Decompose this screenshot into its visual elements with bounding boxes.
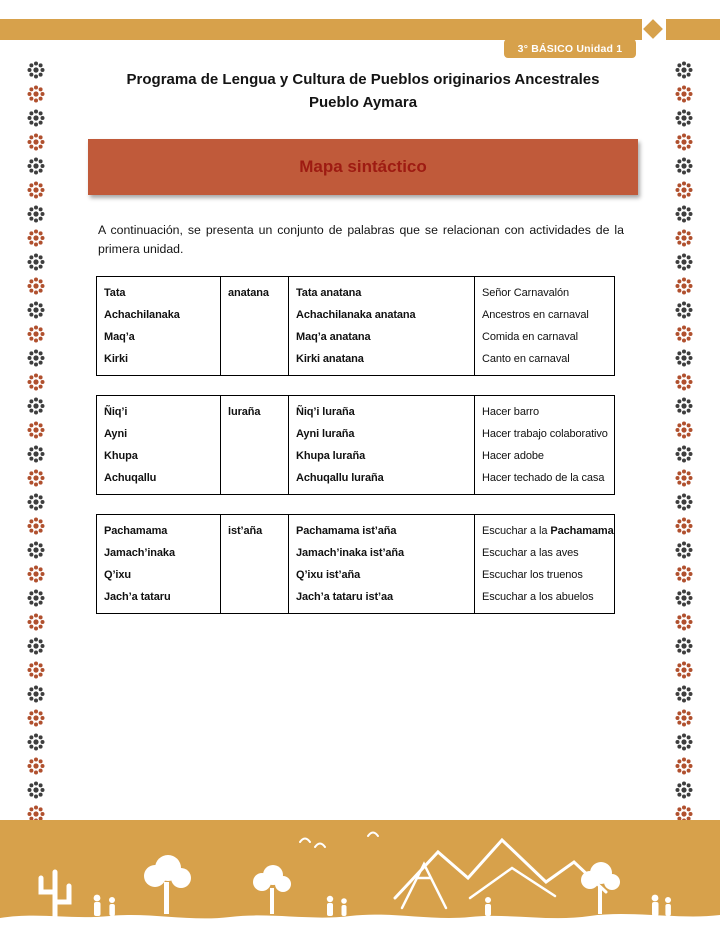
- meanings-cell: [475, 514, 615, 613]
- aymara-word: Ñiq’i: [104, 405, 128, 418]
- combined-phrase: Maq’a anatana: [296, 330, 371, 343]
- content-column: [88, 68, 638, 614]
- combined-phrase: Kirki anatana: [296, 352, 364, 365]
- aymara-word: Achachilanaka: [104, 308, 180, 321]
- meaning-text: Señor Carnavalón: [482, 286, 570, 299]
- table-row: [97, 514, 615, 613]
- connector-word: luraña: [228, 405, 261, 418]
- connector-cell: [221, 514, 289, 613]
- unit-badge: 3° BÁSICO Unidad 1: [504, 39, 636, 58]
- meaning-text: [482, 520, 614, 542]
- top-bar: [0, 19, 642, 40]
- meaning-text: Hacer barro: [482, 405, 539, 418]
- words-cell: [97, 514, 221, 613]
- intro-paragraph: A continuación, se presenta un conjunto de palabras que se relacionan con actividades de la primera unidad.: [98, 222, 624, 256]
- meaning-text: Comida en carnaval: [482, 330, 579, 343]
- meaning-text: Ancestros en carnaval: [482, 308, 589, 321]
- aymara-word: Pachamama: [104, 524, 168, 537]
- table-row: [97, 395, 615, 494]
- combined-phrase: Tata anatana: [296, 286, 362, 299]
- meaning-text: Escuchar a las aves: [482, 546, 579, 559]
- aymara-word: Kirki: [104, 352, 128, 365]
- combined-cell: [289, 514, 475, 613]
- meaning-text: Hacer trabajo colaborativo: [482, 427, 608, 440]
- meaning-text: Hacer adobe: [482, 449, 544, 462]
- top-bar-end: [666, 19, 720, 40]
- combined-cell: [289, 276, 475, 375]
- words-cell: [97, 276, 221, 375]
- left-border-rosette-chain-icon: [26, 58, 46, 842]
- footer-andean-landscape-illustration: [0, 820, 720, 932]
- aymara-word: Q’ixu: [104, 568, 132, 581]
- aymara-word: Achuqallu: [104, 471, 157, 484]
- meanings-cell: [475, 395, 615, 494]
- syntax-table-anatana: [96, 276, 615, 376]
- combined-phrase: Pachamama ist’aña: [296, 524, 397, 537]
- connector-cell: [221, 276, 289, 375]
- meanings-cell: [475, 276, 615, 375]
- aymara-word: Tata: [104, 286, 126, 299]
- top-bar-diamond-icon: [643, 19, 663, 39]
- right-border-rosette-chain-icon: [674, 58, 694, 842]
- combined-phrase: Q’ixu ist’aña: [296, 568, 361, 581]
- connector-word: anatana: [228, 286, 269, 299]
- meaning-text: Escuchar a los abuelos: [482, 590, 594, 603]
- program-title: [88, 68, 638, 115]
- meaning-text: Hacer techado de la casa: [482, 471, 605, 484]
- combined-phrase: Ñiq’i luraña: [296, 405, 355, 418]
- combined-cell: [289, 395, 475, 494]
- combined-phrase: Ayni luraña: [296, 427, 355, 440]
- aymara-word: Ayni: [104, 427, 128, 440]
- connector-word: ist’aña: [228, 524, 263, 537]
- combined-phrase: Jach’a tataru ist’aa: [296, 590, 394, 603]
- section-title: Mapa sintáctico: [299, 156, 427, 176]
- syntax-table-istana: [96, 514, 615, 614]
- meaning-text: Canto en carnaval: [482, 352, 570, 365]
- aymara-word: Jamach’inaka: [104, 546, 175, 559]
- aymara-word: Jach’a tataru: [104, 590, 171, 603]
- program-title-line2: Pueblo Aymara: [308, 94, 418, 112]
- meaning-text: Escuchar los truenos: [482, 568, 583, 581]
- table-row: [97, 276, 615, 375]
- combined-phrase: Jamach’inaka ist’aña: [296, 546, 405, 559]
- program-title-line1: Programa de Lengua y Cultura de Pueblos originarios Ancestrales: [126, 71, 600, 88]
- combined-phrase: Khupa luraña: [296, 449, 366, 462]
- meaning-bold-word: Pachamama: [550, 524, 614, 537]
- aymara-word: Maq’a: [104, 330, 135, 343]
- connector-cell: [221, 395, 289, 494]
- combined-phrase: Achachilanaka anatana: [296, 308, 416, 321]
- aymara-word: Khupa: [104, 449, 138, 462]
- meaning-prefix: Escuchar a la: [482, 524, 548, 537]
- syntax-table-lurana: [96, 395, 615, 495]
- words-cell: [97, 395, 221, 494]
- combined-phrase: Achuqallu luraña: [296, 471, 384, 484]
- section-banner: [88, 139, 638, 195]
